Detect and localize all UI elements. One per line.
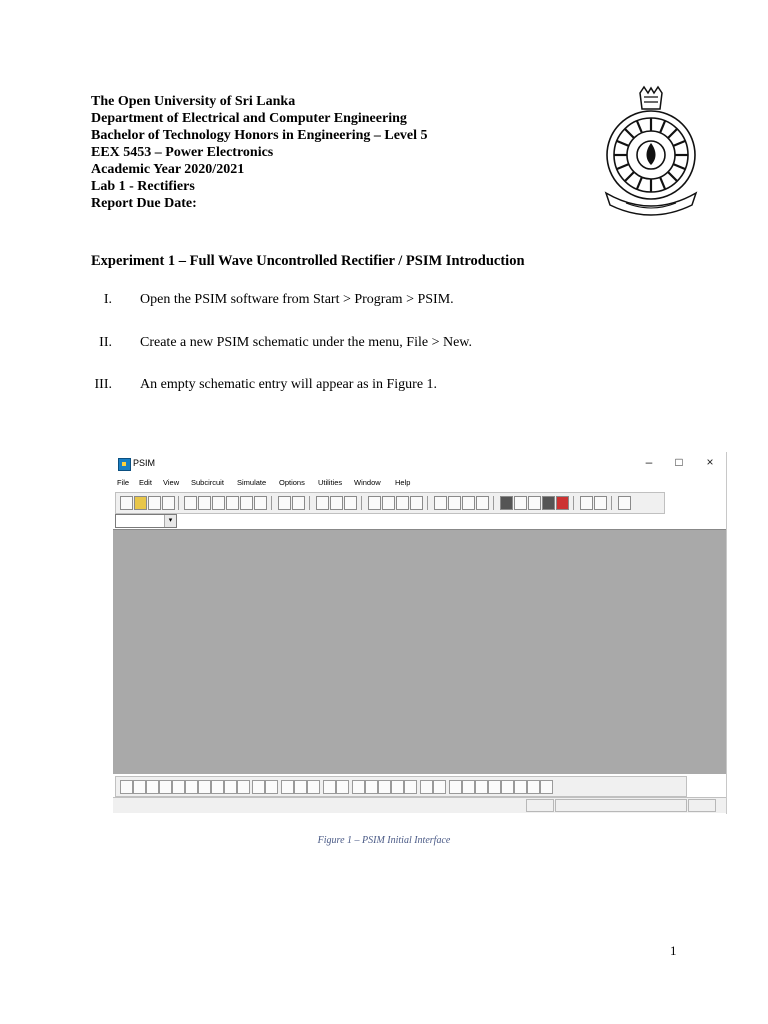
- inductor-icon[interactable]: [146, 780, 159, 794]
- figure-caption: Figure 1 – PSIM Initial Interface: [317, 835, 451, 846]
- pointer-icon[interactable]: [410, 496, 423, 510]
- limiter-icon[interactable]: [501, 780, 514, 794]
- open-file-icon[interactable]: [134, 496, 147, 510]
- menu-options[interactable]: Options: [279, 478, 305, 487]
- text-icon[interactable]: [580, 496, 593, 510]
- step-number: III.: [94, 377, 112, 392]
- university-logo: [596, 85, 706, 221]
- minimize-button[interactable]: –: [645, 455, 653, 469]
- new-file-icon[interactable]: [120, 496, 133, 510]
- var-meter-icon[interactable]: [391, 780, 404, 794]
- schematic-canvas[interactable]: [113, 529, 726, 774]
- step-icon[interactable]: [528, 496, 541, 510]
- diode-icon[interactable]: [198, 780, 211, 794]
- current-source-icon[interactable]: [307, 780, 320, 794]
- department-name: Department of Electrical and Computer Engineering: [91, 111, 407, 126]
- step-voltage-icon[interactable]: [433, 780, 446, 794]
- rl-branch-icon[interactable]: [172, 780, 185, 794]
- dc-source-icon[interactable]: [281, 780, 294, 794]
- flip-vertical-icon[interactable]: [344, 496, 357, 510]
- multiplier-icon[interactable]: [475, 780, 488, 794]
- step-text: Create a new PSIM schematic under the menu, File > New.: [140, 335, 473, 350]
- status-cell: [555, 799, 687, 812]
- elements-toolbar: [115, 776, 687, 797]
- toolbar-separator: [178, 496, 179, 510]
- simview-icon[interactable]: [556, 496, 569, 510]
- pause-icon[interactable]: [514, 496, 527, 510]
- menu-window[interactable]: Window: [354, 478, 381, 487]
- step-number: I.: [103, 292, 112, 307]
- cancel-icon[interactable]: [292, 496, 305, 510]
- toolbar-separator: [427, 496, 428, 510]
- step-text: An empty schematic entry will appear as in Figure 1.: [140, 377, 438, 392]
- voltmeter-icon[interactable]: [352, 780, 365, 794]
- lab-title: Lab 1 - Rectifiers: [91, 179, 195, 194]
- rotate-icon[interactable]: [316, 496, 329, 510]
- page-number: 1: [670, 943, 677, 958]
- current-probe-icon[interactable]: [336, 780, 349, 794]
- capacitor-icon[interactable]: [159, 780, 172, 794]
- cut-icon[interactable]: [184, 496, 197, 510]
- paste-icon[interactable]: [212, 496, 225, 510]
- ground-icon[interactable]: [120, 780, 133, 794]
- window-title: PSIM: [133, 458, 156, 468]
- toolbar-separator: [573, 496, 574, 510]
- title-bar: [113, 452, 726, 476]
- igbt-icon[interactable]: [237, 780, 250, 794]
- toolbar-separator: [611, 496, 612, 510]
- toolbar-separator: [493, 496, 494, 510]
- menu-simulate[interactable]: Simulate: [237, 478, 267, 487]
- run-simulation-icon[interactable]: [500, 496, 513, 510]
- frequency-meter-icon[interactable]: [404, 780, 417, 794]
- zoom-out-icon[interactable]: [448, 496, 461, 510]
- ammeter-icon[interactable]: [365, 780, 378, 794]
- comparator-icon[interactable]: [449, 780, 462, 794]
- gating-block-icon[interactable]: [420, 780, 433, 794]
- element-combo-box[interactable]: [115, 514, 177, 528]
- experiment-title: Experiment 1 – Full Wave Uncontrolled Rectifier / PSIM Introduction: [91, 253, 525, 269]
- switch-icon[interactable]: [265, 780, 278, 794]
- print-icon[interactable]: [162, 496, 175, 510]
- document-header: [91, 93, 428, 212]
- status-cell: [688, 799, 716, 812]
- wattmeter-icon[interactable]: [378, 780, 391, 794]
- menu-bar: [113, 476, 726, 490]
- toolbar-separator: [361, 496, 362, 510]
- summer-icon[interactable]: [462, 780, 475, 794]
- parameter-icon[interactable]: [594, 496, 607, 510]
- clipboard-icon[interactable]: [254, 496, 267, 510]
- mosfet-icon[interactable]: [224, 780, 237, 794]
- menu-file[interactable]: File: [117, 478, 130, 487]
- fit-to-page-icon[interactable]: [476, 496, 489, 510]
- voltage-probe-icon[interactable]: [323, 780, 336, 794]
- rlc-branch-icon[interactable]: [185, 780, 198, 794]
- label-icon[interactable]: [382, 496, 395, 510]
- thyristor-icon[interactable]: [211, 780, 224, 794]
- resistor-icon[interactable]: [133, 780, 146, 794]
- integrator-icon[interactable]: [488, 780, 501, 794]
- status-bar: [113, 797, 726, 813]
- node-icon[interactable]: [540, 780, 553, 794]
- zoom-in-icon[interactable]: [434, 496, 447, 510]
- help-pointer-icon[interactable]: [618, 496, 631, 510]
- due-date: Report Due Date:: [91, 196, 197, 211]
- flip-horizontal-icon[interactable]: [330, 496, 343, 510]
- toolbar-separator: [309, 496, 310, 510]
- zoom-area-icon[interactable]: [462, 496, 475, 510]
- toolbar-separator: [271, 496, 272, 510]
- menu-help[interactable]: Help: [395, 478, 411, 487]
- step-text: Open the PSIM software from Start > Program > PSIM.: [140, 292, 454, 307]
- undo-icon[interactable]: [226, 496, 239, 510]
- wire-icon[interactable]: [368, 496, 381, 510]
- step-number: II.: [99, 335, 112, 350]
- transformer-icon[interactable]: [252, 780, 265, 794]
- menu-subcircuit[interactable]: Subcircuit: [191, 478, 224, 487]
- menu-edit[interactable]: Edit: [139, 478, 152, 487]
- main-toolbar: [115, 492, 665, 514]
- university-name: The Open University of Sri Lanka: [91, 94, 296, 109]
- combo-arrow-icon[interactable]: ▾: [164, 515, 176, 527]
- close-button[interactable]: ×: [706, 455, 714, 469]
- course-name: EEX 5453 – Power Electronics: [91, 145, 274, 160]
- stop-icon[interactable]: [542, 496, 555, 510]
- pan-hand-icon[interactable]: [396, 496, 409, 510]
- maximize-button[interactable]: □: [675, 455, 683, 469]
- academic-year: Academic Year 2020/2021: [91, 162, 245, 177]
- redo-icon[interactable]: [240, 496, 253, 510]
- menu-view[interactable]: View: [163, 478, 180, 487]
- simulation-control-icon[interactable]: [527, 780, 540, 794]
- menu-utilities[interactable]: Utilities: [318, 478, 343, 487]
- ac-source-icon[interactable]: [294, 780, 307, 794]
- save-icon[interactable]: [148, 496, 161, 510]
- degree-name: Bachelor of Technology Honors in Engineering – Level 5: [91, 128, 428, 143]
- copy-icon[interactable]: [198, 496, 211, 510]
- status-cell: [526, 799, 554, 812]
- psim-window-screenshot: [113, 452, 727, 814]
- psim-app-icon: [118, 458, 131, 471]
- label-tag-icon[interactable]: [514, 780, 527, 794]
- check-icon[interactable]: [278, 496, 291, 510]
